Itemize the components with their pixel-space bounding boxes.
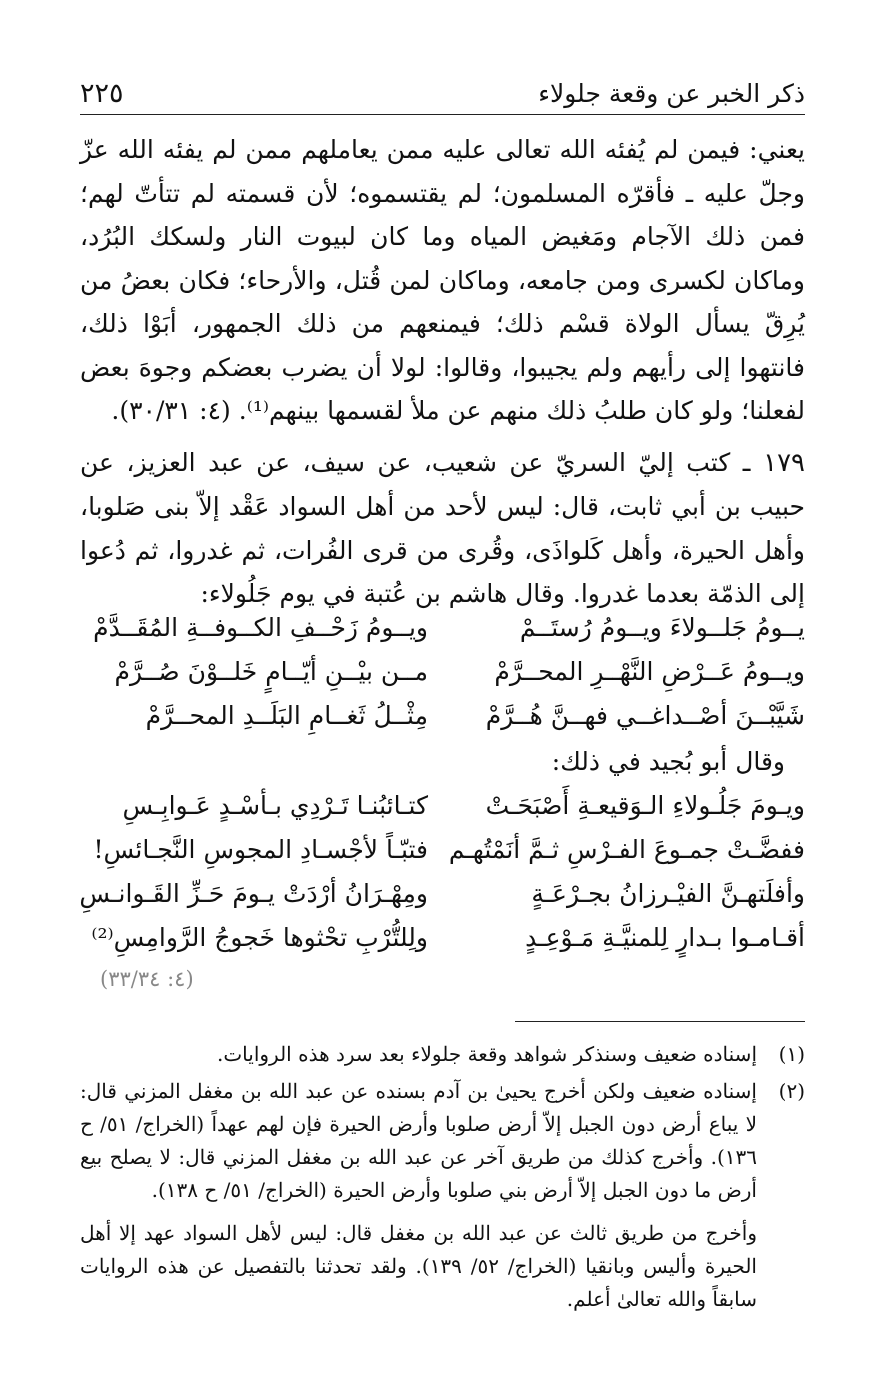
footnote bbox=[80, 1075, 805, 1316]
hemistich-first: وأفلَتهـنَّ الفيْـرزانُ بجـرْعَـةٍ bbox=[531, 879, 805, 908]
hemistich-first: يــومُ جَلــولاءَ ويــومُ رُستَــمْ bbox=[519, 613, 805, 642]
main-text bbox=[80, 128, 805, 616]
paragraph-text: كتب إليّ السريّ عن شعيب، عن سيف، عن عبد العزيز، عن حبيب بن أبي ثابت، قال: ليس لأحد من أهل السواد عَقْد إلاّ بنى صَلوبا، وأهل الحيرة، وأهل كَلواذَى، وقُرى من قرى الفُرات، ثم غدروا، ثم دُعوا إلى الذمّة بعدما غدروا. وقال هاشم بن عُتبة في يوم جَلُولاء: bbox=[80, 447, 805, 608]
footnote bbox=[80, 1038, 805, 1071]
footnote-text bbox=[80, 1038, 757, 1071]
paragraph-179 bbox=[80, 441, 805, 616]
footnote-paragraph: إسناده ضعيف ولكن أخرج يحيىٰ بن آدم بسنده عن عبد الله بن مغفل المزني قال: لا يباع أرض دون الجبل إلاّ أرض صلوبا وأرض الحيرة فإن لهم عهداً (الخراج/ ٥١/ ح ١٣٦). وأخرج كذلك من طريق آخر عن عبد الله بن مغفل المزني قال: لا يصلح بيع أرض ما دون الجبل إلاّ أرض بني صلوبا وأرض الحيرة (الخراج/ ٥١/ ح ١٣٨). bbox=[80, 1079, 757, 1202]
poem-abu-bujayd bbox=[80, 740, 805, 960]
hemistich-first: ويـومَ جَلُـولاءِ الـوَقيعـةِ أَصْبَحَـتْ bbox=[485, 791, 805, 820]
footnote-text bbox=[80, 1075, 757, 1316]
verse bbox=[80, 872, 805, 916]
hemistich-second: مِثْــلُ ثَغــامِ البَلَــدِ المحــرَّمْ bbox=[145, 701, 428, 730]
hemistich-first: شَيَّبْــنَ أصْــداغــي فهــنَّ هُــرَّمْ bbox=[485, 701, 805, 730]
verse bbox=[80, 650, 805, 694]
verse bbox=[80, 916, 805, 960]
hemistich-second: مــن بيْــنِ أيّــامٍ خَلــوْنَ صُــرَّمْ bbox=[114, 657, 428, 686]
hemistich-second: فتبّـاً لأجْسـادِ المجوسِ النَّجـائسِ! bbox=[93, 835, 428, 864]
page-header bbox=[80, 70, 805, 115]
footnotes bbox=[80, 1038, 805, 1316]
verse bbox=[80, 784, 805, 828]
poem-hashim bbox=[80, 606, 805, 738]
hemistich-first: أقـامـوا بـدارٍ لِلمنيَّـةِ مَـوْعِـدٍ bbox=[525, 923, 805, 952]
verse bbox=[80, 694, 805, 738]
hemistich-second: كتـائبُنـا تَـرْدِي بـأسْـدٍ عَـوابِـسِ bbox=[122, 791, 428, 820]
poem-citation: (٤: ٣٣/٣٤) bbox=[100, 967, 194, 991]
paragraph-number: ١٧٩ ـ bbox=[742, 447, 806, 478]
footnote-paragraph: إسناده ضعيف وسنذكر شواهد وقعة جلولاء بعد سرد هذه الروايات. bbox=[216, 1042, 757, 1066]
hemistich-second: ويــومُ زَحْــفِ الكــوفــةِ المُقَــدَّمْ bbox=[93, 613, 428, 642]
hemistich-first: ففضَّـتْ جمـوعَ الفـرْسِ ثـمَّ أنَمْتُهـم bbox=[448, 835, 805, 864]
paragraph: يعني: فيمن لم يُفئه الله تعالى عليه ممن يعاملهم ممن لم يفئه الله عزّ وجلّ عليه ـ فأقرّه المسلمون؛ لم يقتسموه؛ لأن قسمته لم تتأتّ لهم؛ فمن ذلك الآجام ومَغيض المياه وما كان لبيوت النار ولسكك البُرُد، وماكان لكسرى ومن جامعه، وماكان لمن قُتل، والأرحاء؛ فكان بعضُ من يُرِقّ يسأل الولاة قسْم ذلك؛ فيمنعهم من ذلك الجمهور، أبَوْا ذلك، فانتهوا إلى رأيهم ولم يجيبوا، وقالوا: لولا أن يضرب بعضكم وجوهَ بعض لفعلنا؛ ولو كان طلبُ ذلك منهم عن ملأ لقسمها بينهم⁽¹⁾. (٤: ٣٠/٣١). bbox=[80, 135, 805, 425]
verse bbox=[80, 606, 805, 650]
running-title: ذكر الخبر عن وقعة جلولاء bbox=[538, 79, 805, 108]
footnote-number: (٢) bbox=[778, 1079, 805, 1103]
page-number: ٢٢٥ bbox=[80, 78, 124, 109]
verse bbox=[80, 828, 805, 872]
footnote-paragraph: وأخرج من طريق ثالث عن عبد الله بن مغفل قال: ليس لأهل السواد عهد إلا أهل الحيرة وأليس وبانقيا (الخراج/ ٥٢/ ١٣٩). ولقد تحدثنا بالتفصيل عن هذه الروايات سابقاً والله تعالىٰ أعلم. bbox=[80, 1221, 757, 1311]
hemistich-first: ويــومُ عَــرْضِ النَّهْــرِ المحــرَّمْ bbox=[494, 657, 805, 686]
hemistich-second: ولِلتُّرْبِ تحْثوها خَجوجُ الرَّوامِسِ⁽²⁾ bbox=[91, 923, 428, 952]
poem-intro: وقال أبو بُجيد في ذلك: bbox=[551, 747, 785, 776]
footnote-number: (١) bbox=[778, 1042, 805, 1066]
footnote-divider bbox=[515, 1021, 805, 1022]
hemistich-second: ومِهْـرَانُ أرْدَتْ يـومَ حَـزِّ القَـوانـسِ bbox=[79, 879, 428, 908]
